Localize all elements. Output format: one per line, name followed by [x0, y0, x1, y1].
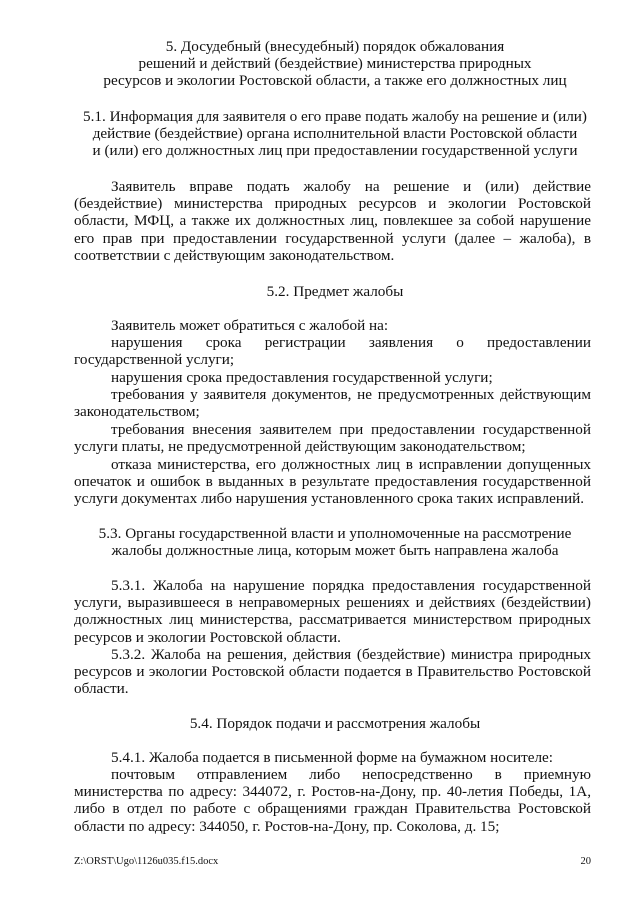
section-5-2-heading: [80, 283, 590, 300]
heading-line: действие (бездействие) органа исполнительной власти Ростовской области: [92, 125, 578, 143]
heading-line: и (или) его должностных лиц при предоставлении государственной услуги: [92, 142, 578, 160]
section-5-1-paragraph: Заявитель вправе подать жалобу на решение и (или) действие (бездействие) министерства природных ресурсов и экологии Ростовской области, МФЦ, а также их должностных лиц, повлекшее за собой нарушение его прав при предоставлении государственной услуги (далее – жалоба), в соответствии с действующим законодательством.: [74, 178, 591, 264]
heading-line: жалобы должностные лица, которым может быть направлена жалоба: [111, 542, 559, 560]
section-5-3-heading: [80, 525, 590, 559]
complaint-intro: Заявитель может обратиться с жалобой на:: [111, 317, 389, 334]
heading-line: 5.1. Информация для заявителя о его праве подать жалобу на решение и (или): [83, 108, 587, 125]
complaint-item: требования у заявителя документов, не предусмотренных действующим законодательством;: [74, 386, 591, 421]
section-5-3-2-paragraph: 5.3.2. Жалоба на решения, действия (бездействие) министра природных ресурсов и экологии Ростовской области подается в Правительство Ростовской области.: [74, 646, 591, 698]
section-5-4-heading: [80, 715, 590, 732]
complaint-item: отказа министерства, его должностных лиц в исправлении допущенных опечаток и ошибок в выданных в результате предоставления государственной услуги документах либо нарушения установленного срока таких исправлений.: [74, 456, 591, 508]
postal-submission-paragraph: почтовым отправлением либо непосредственно в приемную министерства по адресу: 344072, г. Ростов-на-Дону, пр. 40-летия Победы, 1А, либо в отдел по работе с обращениями граждан Правительства Ростовской области по адресу: 344050, г. Ростов-на-Дону, пр. Соколова, д. 15;: [74, 766, 591, 835]
heading-line: 5.4. Порядок подачи и рассмотрения жалобы: [189, 715, 481, 732]
heading-line: 5. Досудебный (внесудебный) порядок обжалования: [165, 38, 505, 55]
section-5-1-heading: [80, 108, 590, 160]
page-number: 20: [580, 856, 591, 867]
footer-file-path: Z:\ORST\Ugo\1126u035.f15.docx: [74, 856, 219, 867]
heading-line: решений и действий (бездействие) министерства природных: [138, 55, 532, 73]
complaint-item: нарушения срока регистрации заявления о предоставлении государственной услуги;: [74, 334, 591, 369]
heading-line: 5.3. Органы государственной власти и уполномоченные на рассмотрение: [98, 525, 572, 542]
heading-line: ресурсов и экологии Ростовской области, а также его должностных лиц: [103, 72, 567, 90]
complaint-item: нарушения срока предоставления государственной услуги;: [111, 369, 493, 386]
section-5-heading: [80, 38, 590, 90]
heading-line: 5.2. Предмет жалобы: [266, 283, 404, 300]
complaint-item: требования внесения заявителем при предоставлении государственной услуги платы, не предусмотренной действующим законодательством;: [74, 421, 591, 456]
section-5-3-1-paragraph: 5.3.1. Жалоба на нарушение порядка предоставления государственной услуги, выразившееся в неправомерных решениях и действиях (бездействии) должностных лиц министерства, рассматривается министерством природных ресурсов и экологии Ростовской области.: [74, 577, 591, 646]
section-5-4-1-paragraph: 5.4.1. Жалоба подается в письменной форме на бумажном носителе:: [111, 749, 553, 766]
